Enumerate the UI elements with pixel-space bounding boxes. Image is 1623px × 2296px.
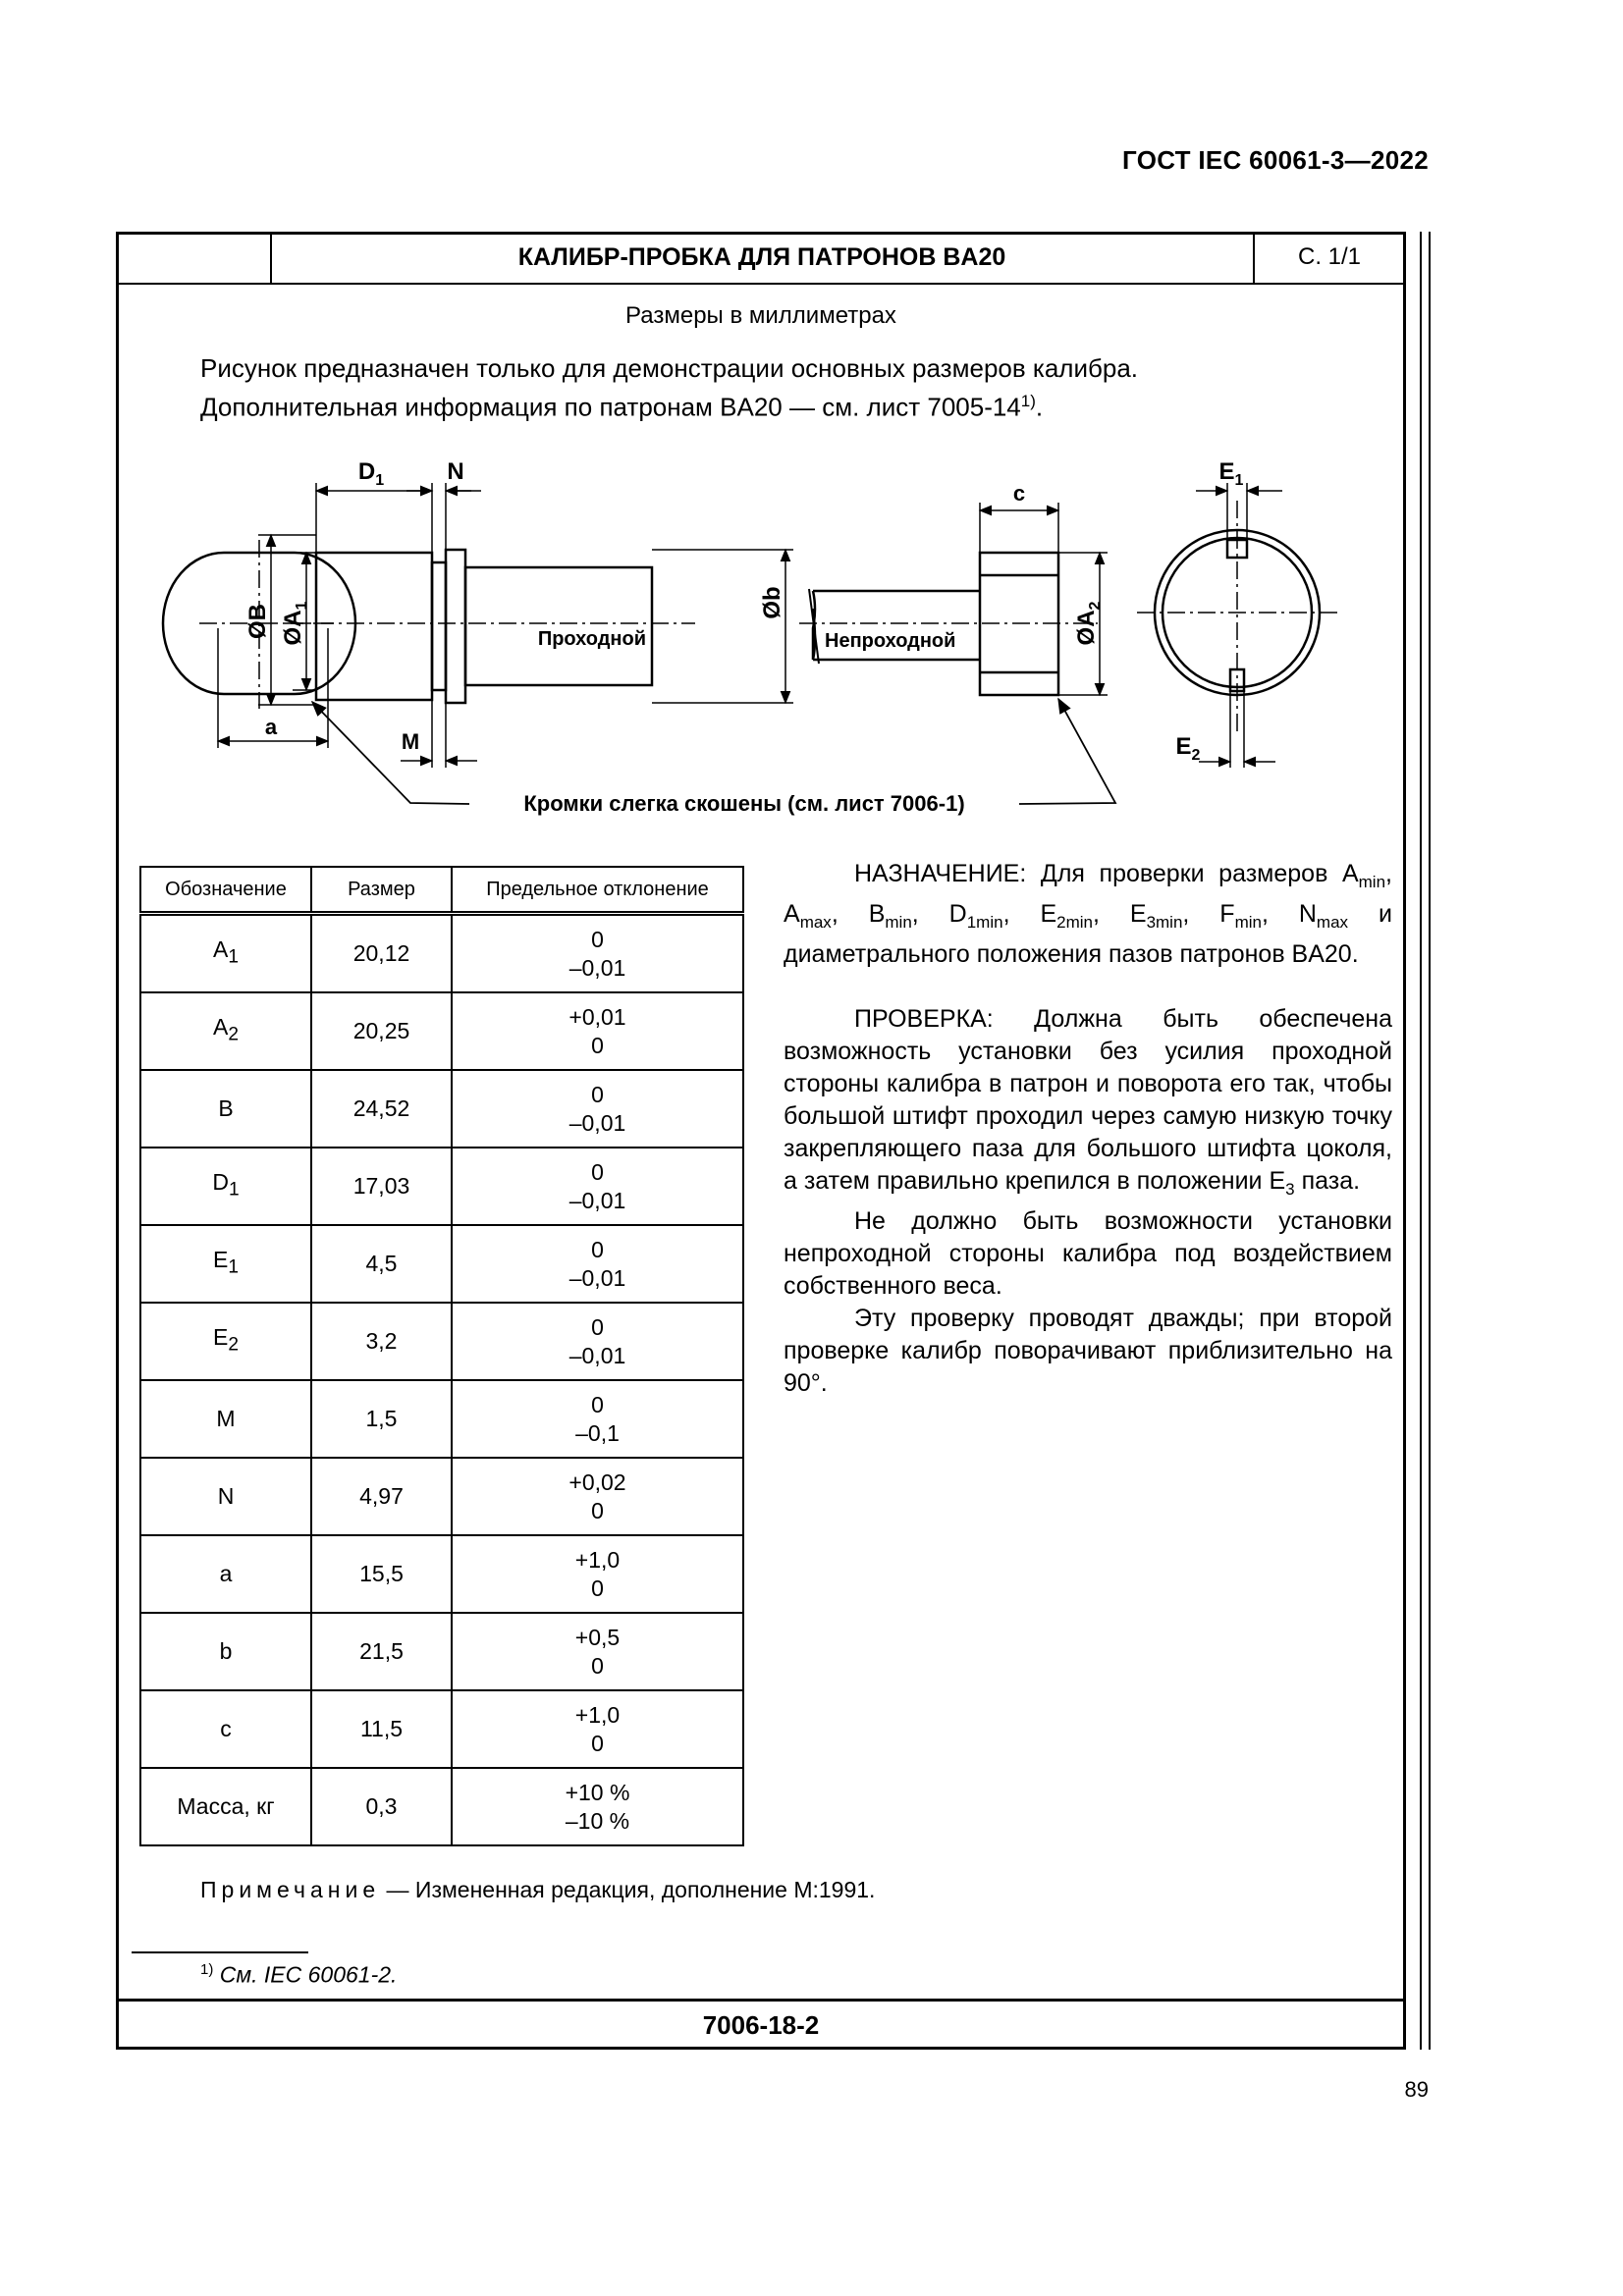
repeat-paragraph: Эту проверку проводят дважды; при второй проверке калибр поворачивают приблизительно на 90°.: [784, 1305, 1392, 1397]
label-E1: $E_1$: [1218, 458, 1244, 489]
cell-symbol: B: [140, 1070, 311, 1148]
table-row: [140, 1768, 743, 1845]
page-number: 89: [1404, 2077, 1429, 2102]
cell-deviation: 0 –0,01: [452, 1225, 743, 1303]
table-row: [140, 1613, 743, 1690]
intro-line-2: Дополнительная информация по патронам BA20 — см. лист 7005-14$^{1)}$.: [200, 392, 1044, 422]
label-B: ØB: [244, 604, 271, 639]
cell-deviation: +0,01 0: [452, 992, 743, 1070]
dimensions-table: [139, 866, 744, 1846]
go-gauge-collar: [432, 562, 446, 690]
table-header-row: [140, 867, 743, 914]
purpose-terms: $A_{min}$, $A_{max}$, $B_{min}$, $D_{1min}$, $E_{2min}$, $E_{3min}$, $F_{min}$, $N_{max}$: [784, 860, 1392, 932]
header-divider: [116, 283, 1406, 285]
units-caption: Размеры в миллиметрах: [625, 302, 896, 329]
chamfer-note: Кромки слегка скошены (см. лист 7006-1): [523, 791, 965, 816]
cell-deviation: 0 –0,1: [452, 1380, 743, 1458]
cell-size: 1,5: [311, 1380, 452, 1458]
table-row: [140, 914, 743, 993]
go-gauge-shank: [465, 567, 652, 685]
cell-deviation: +1,0 0: [452, 1690, 743, 1768]
label-c: c: [1012, 481, 1026, 506]
cell-deviation: 0 –0,01: [452, 1303, 743, 1380]
check-paragraph: ПРОВЕРКА: Должна быть обеспечена возможность установки без усилия проходной стороны калибра в патрон и поворота его так, чтобы большой штифт проходил через самую низкую точку закрепляющего паза для большого штифта цоколя, а затем правильно крепился в положении $E_3$ паза.: [784, 1005, 1392, 1199]
label-a: a: [264, 715, 278, 739]
sheet-number: 7006-18-2: [702, 2010, 820, 2040]
cell-symbol: b: [140, 1613, 311, 1690]
cell-symbol: M: [140, 1380, 311, 1458]
cell-size: 21,5: [311, 1613, 452, 1690]
gauge-drawing: [116, 442, 1406, 834]
cell-symbol: $A_2$: [140, 992, 311, 1070]
table-row: [140, 1303, 743, 1380]
footnote-ref: 1): [1020, 392, 1036, 410]
cell-symbol: c: [140, 1690, 311, 1768]
cell-deviation: +1,0 0: [452, 1535, 743, 1613]
note: Примечание — Измененная редакция, дополнение М:1991.: [200, 1877, 876, 1902]
label-N: N: [447, 458, 464, 485]
cell-size: 3,2: [311, 1303, 452, 1380]
cell-symbol: Масса, кг: [140, 1768, 311, 1845]
frame-margin-line: [1420, 232, 1422, 2050]
cell-symbol: $A_1$: [140, 914, 311, 993]
cell-size: 20,25: [311, 992, 452, 1070]
standard-number: ГОСТ IEC 60061-3—2022: [1122, 145, 1429, 175]
table-row: [140, 1070, 743, 1148]
table-row: [140, 1225, 743, 1303]
go-gauge-flange: [446, 550, 465, 703]
cell-size: 17,03: [311, 1148, 452, 1225]
col-header-deviation: Предельное отклонение: [452, 867, 743, 914]
cell-size: 15,5: [311, 1535, 452, 1613]
cell-size: 4,97: [311, 1458, 452, 1535]
cell-deviation: +0,02 0: [452, 1458, 743, 1535]
sheet-title: КАЛИБР-ПРОБКА ДЛЯ ПАТРОНОВ BA20: [517, 243, 1006, 271]
cell-deviation: 0 –0,01: [452, 1070, 743, 1148]
table-row: [140, 1148, 743, 1225]
label-E2: $E_2$: [1175, 733, 1201, 764]
purpose-text: [784, 858, 1392, 1400]
label-D1: $D_1$: [357, 458, 385, 489]
intro-line-1: Рисунок предназначен только для демонстрации основных размеров калибра.: [200, 353, 1139, 383]
table-row: [140, 1535, 743, 1613]
frame-margin-line: [1429, 232, 1431, 2050]
cell-deviation: +0,5 0: [452, 1613, 743, 1690]
cell-size: 20,12: [311, 914, 452, 993]
intro-text: [200, 351, 1138, 424]
cell-symbol: $D_1$: [140, 1148, 311, 1225]
label-A1: $ØA_1$: [280, 601, 310, 646]
sheet-page-label: С. 1/1: [1297, 243, 1362, 270]
col-header-symbol: Обозначение: [140, 867, 311, 914]
label-go: Проходной: [537, 628, 646, 650]
label-M: M: [401, 729, 420, 754]
cell-deviation: 0 –0,01: [452, 1148, 743, 1225]
cell-size: 0,3: [311, 1768, 452, 1845]
label-nogo: Непроходной: [825, 630, 956, 652]
cell-size: 4,5: [311, 1225, 452, 1303]
table-row: [140, 1458, 743, 1535]
cell-symbol: a: [140, 1535, 311, 1613]
cell-deviation: 0 –0,01: [452, 914, 743, 993]
label-A2: $ØA_2$: [1073, 601, 1104, 646]
nogo-paragraph: Не должно быть возможности установки непроходной стороны калибра под воздействием собственного веса.: [784, 1207, 1392, 1300]
cell-deviation: +10 % –10 %: [452, 1768, 743, 1845]
cell-symbol: N: [140, 1458, 311, 1535]
table-row: [140, 1380, 743, 1458]
purpose-paragraph: НАЗНАЧЕНИЕ: Для проверки размеров $A_{min}$, $A_{max}$, $B_{min}$, $D_{1min}$, $E_{2min}$, $E_{3min}$, $F_{min}$, $N_{max}$ и диаметрального положения пазов патронов BA20.: [784, 860, 1392, 968]
cell-symbol: $E_2$: [140, 1303, 311, 1380]
chamfer-leader: [1019, 699, 1115, 804]
table-row: [140, 1690, 743, 1768]
label-b: Øb: [759, 586, 785, 619]
cell-size: 11,5: [311, 1690, 452, 1768]
footnote-divider: [132, 1951, 308, 1953]
table-row: [140, 992, 743, 1070]
footnote: $^{1)}$ См. IEC 60061-2.: [200, 1961, 398, 1988]
col-header-size: Размер: [311, 867, 452, 914]
cell-symbol: $E_1$: [140, 1225, 311, 1303]
cell-size: 24,52: [311, 1070, 452, 1148]
